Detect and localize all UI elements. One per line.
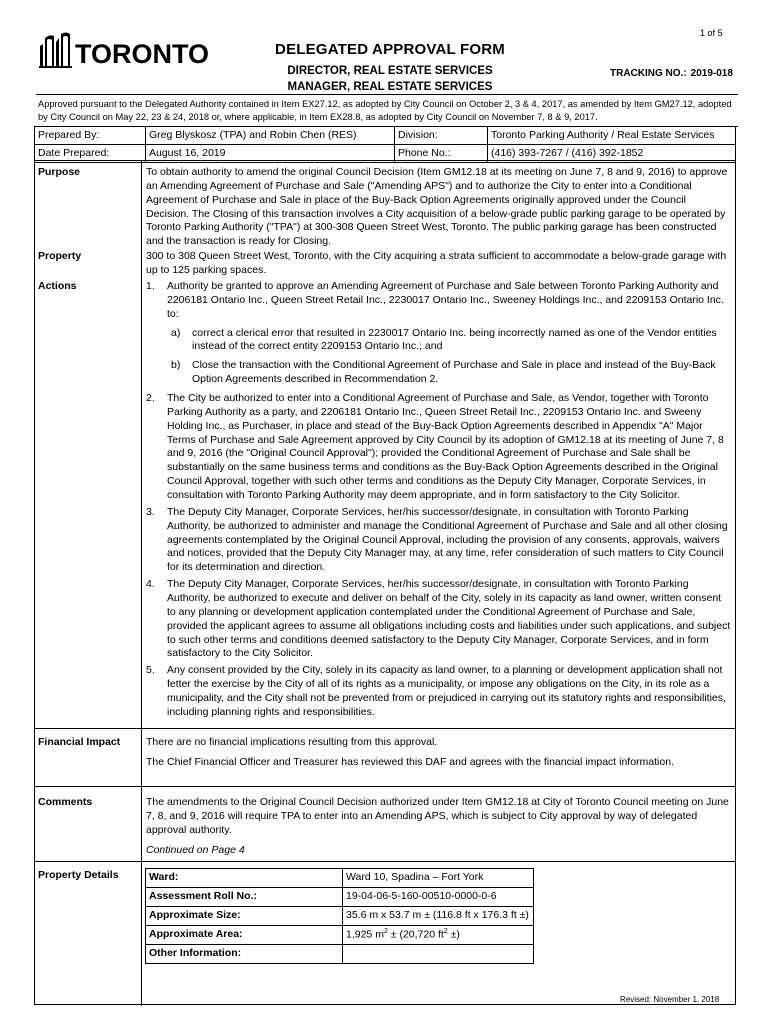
property-label: Property bbox=[38, 250, 82, 262]
tracking-number bbox=[610, 67, 733, 80]
column-separator bbox=[141, 728, 142, 1006]
form-header bbox=[260, 40, 520, 95]
logo-text: TORONTO bbox=[75, 39, 210, 69]
revised-date: Revised: November 1, 2018 bbox=[620, 995, 720, 1004]
action-sub-item: b) Close the transaction with the Conditional Agreement of Purchase and Sale in place and instead of the Buy-Back Option Agreements described in Recommendation 2. bbox=[171, 359, 716, 386]
prepared-by-label: Prepared By: bbox=[35, 127, 146, 145]
property-text: 300 to 308 Queen Street West, Toronto, with the City acquiring a strata sufficient to accommodate a below-grade garage with up to 125 parking spaces. bbox=[146, 250, 727, 276]
comments-text: The amendments to the Original Council Decision authorized under Item GM12.18 at City of Toronto Council meeting on June 7, 8, and 9, 2016 will require TPA to enter into an Amending APS, which is subject to City approval by way of delegated approval authority. Continued on Page 4 bbox=[146, 796, 731, 857]
date-prepared-value: August 16, 2019 bbox=[146, 145, 395, 163]
approx-size-label: Approximate Size: bbox=[146, 907, 343, 926]
comments-label: Comments bbox=[38, 796, 93, 808]
form-subtitle-2: MANAGER, REAL ESTATE SERVICES bbox=[287, 80, 493, 93]
ward-value: Ward 10, Spadina – Fort York bbox=[343, 869, 534, 888]
date-prepared-label: Date Prepared: bbox=[35, 145, 146, 163]
form-sections bbox=[34, 160, 736, 1005]
other-info-label: Other Information: bbox=[146, 945, 343, 964]
action-item: 3. The Deputy City Manager, Corporate Services, her/his successor/designate, in consultation with Toronto Parking Authority, be authorized to administer and manage the Conditional Agreement of Purchase and Sale and all other closing agreements contemplated by the Original Council Approval, including the provision of any consents, approvals, waivers and notices, provided that the Deputy City Manager may, at any time, refer consideration of such matters to City Council for its determination and direction. bbox=[146, 505, 728, 574]
actions-list bbox=[146, 280, 731, 723]
phone-label: Phone No.: bbox=[395, 145, 488, 163]
continued-note: Continued on Page 4 bbox=[146, 843, 245, 856]
column-separator bbox=[141, 161, 142, 728]
tracking-value: 2019-018 bbox=[690, 68, 733, 79]
form-title: DELEGATED APPROVAL FORM bbox=[275, 41, 505, 58]
authority-statement: Approved pursuant to the Delegated Authority contained in Item EX27.12, as adopted by City Council on October 2, 3 & 4, 2017, as amended by Item GM27.12, adopted by City Council on May 22, 23 & 24, 2018 or, where applicable, in Item EX28.8, as adopted by City Council on November 7, 8 & 9, 2017. bbox=[36, 94, 738, 127]
purpose-text: To obtain authority to amend the original Council Decision (Item GM12.18 at its meeting on June 7, 8 and 9, 2016) to approve an Amending Agreement of Purchase and Sale ("Amending APS") and to authorize the City to enter into a Conditional Agreement of Purchase and Sale in place of the Buy-Back Option Agreements originally approved under the Council Decision. The Closing of this transaction involves a City acquisition of a below-grade public parking garage to be operated by Toronto Parking Authority ("TPA") at 300-308 Queen Street West, Toronto. The public parking garage has been constructed and the transaction is ready for Closing. bbox=[146, 166, 728, 248]
division-label: Division: bbox=[395, 127, 488, 145]
financial-impact-label: Financial Impact bbox=[38, 736, 121, 748]
assessment-roll-label: Assessment Roll No.: bbox=[146, 888, 343, 907]
action-item: 5. Any consent provided by the City, solely in its capacity as land owner, to a planning or development application shall not fetter the exercise by the City of all of its rights as a municipality, or impose any obligations on the City, in its role as a municipality, and the City shall not be prevented from or prejudiced in carrying out its statutory rights and responsibilities, including planning rights and responsibilities. bbox=[146, 664, 726, 718]
action-item: 2. The City be authorized to enter into a Conditional Agreement of Purchase and Sale, as Vendor, together with Toronto Parking Authority as a party, and 2206181 Ontario Inc., Queen Street Retail Inc., 2209153 Ontario Inc. and Sweeny Holding Inc., as Purchaser, in place and stead of the Buy-Back Option Agreements described in Appendix "A" Major Terms of Purchase and Sale Agreement approved by City Council by its adoption of GM12.18 at its meeting of June 7, 8 and 9, 2016 (the "Original Council Approval"); provided the Conditional Agreement of Purchase and Sale shall be substantially on the same business terms and conditions as the Buy-Back Option Agreements described in the Original Council Approval, together with such other terms and conditions as the Deputy City Manager, Corporate Services, in consultation with Toronto Parking Authority may deem appropriate, and in form satisfactory to the City Solicitor. bbox=[146, 392, 724, 502]
section-divider bbox=[35, 728, 735, 729]
financial-impact-text: There are no financial implications resulting from this approval. The Chief Financial Officer and Treasurer has reviewed this DAF and agrees with the financial impact information. bbox=[146, 736, 674, 768]
other-info-value bbox=[343, 945, 534, 964]
form-subtitle-1: DIRECTOR, REAL ESTATE SERVICES bbox=[287, 64, 493, 77]
approx-size-value: 35.6 m x 53.7 m ± (116.8 ft x 176.3 ft ±) bbox=[343, 907, 534, 926]
property-details-label: Property Details bbox=[38, 869, 119, 881]
page-number: 1 of 5 bbox=[700, 28, 723, 38]
division-value: Toronto Parking Authority / Real Estate Services bbox=[488, 127, 736, 145]
purpose-label: Purpose bbox=[38, 166, 81, 178]
phone-value: (416) 393-7267 / (416) 392-1852 bbox=[488, 145, 736, 163]
city-hall-icon bbox=[38, 32, 210, 70]
section-divider bbox=[35, 861, 735, 862]
actions-label: Actions bbox=[38, 280, 77, 292]
ward-label: Ward: bbox=[146, 869, 343, 888]
toronto-logo bbox=[38, 32, 210, 70]
section-divider bbox=[35, 786, 735, 787]
tracking-label: TRACKING NO.: bbox=[610, 68, 687, 79]
approx-area-value: 1,925 $m^2 \pm (20,720$ $ft^2$ ±) bbox=[343, 926, 534, 945]
assessment-roll-value: 19-04-06-5-160-00510-0000-0-6 bbox=[343, 888, 534, 907]
action-item: 4. The Deputy City Manager, Corporate Services, her/his successor/designate, in consultation with Toronto Parking Authority, be authorized to execute and deliver on behalf of the City, solely in its capacity as land owner, written consent to any planning or development application contemplated under the Conditional Agreement of Purchase and Sale, provided the applicant agrees to assume all obligations including costs and liabilities under such applications, and subject to such other terms and conditions deemed satisfactory to the Deputy City Manager, Corporate Services, and in form satisfactory to the City Solicitor. bbox=[146, 578, 731, 660]
property-details-table bbox=[145, 868, 534, 964]
action-sub-item: a) correct a clerical error that resulted in 2230017 Ontario Inc. being incorrectly named as one of the Vendor entities instead of the correct entity 2209153 Ontario Inc.; and bbox=[171, 326, 717, 353]
action-item: 1. Authority be granted to approve an Amending Agreement of Purchase and Sale between Toronto Parking Authority and 2206181 Ontario Inc., Queen Street Retail Inc., 2230017 Ontario Inc., Sweeney Holdings Inc., and 2209153 Ontario Inc. to: a) correct a clerical error that resulted in 2230017 Ontario Inc. being incorrectly named as one of the Vendor entities instead of the correct entity 2209153 Ontario Inc.; and b) Close the transaction with the Conditional Agreement of Purchase and Sale in place and instead of the Buy-Back Option Agreements described in Recommendation 2. bbox=[146, 280, 731, 387]
prepared-by-value: Greg Blyskosz (TPA) and Robin Chen (RES) bbox=[146, 127, 395, 145]
approx-area-label: Approximate Area: bbox=[146, 926, 343, 945]
preparer-info-table bbox=[34, 126, 736, 163]
